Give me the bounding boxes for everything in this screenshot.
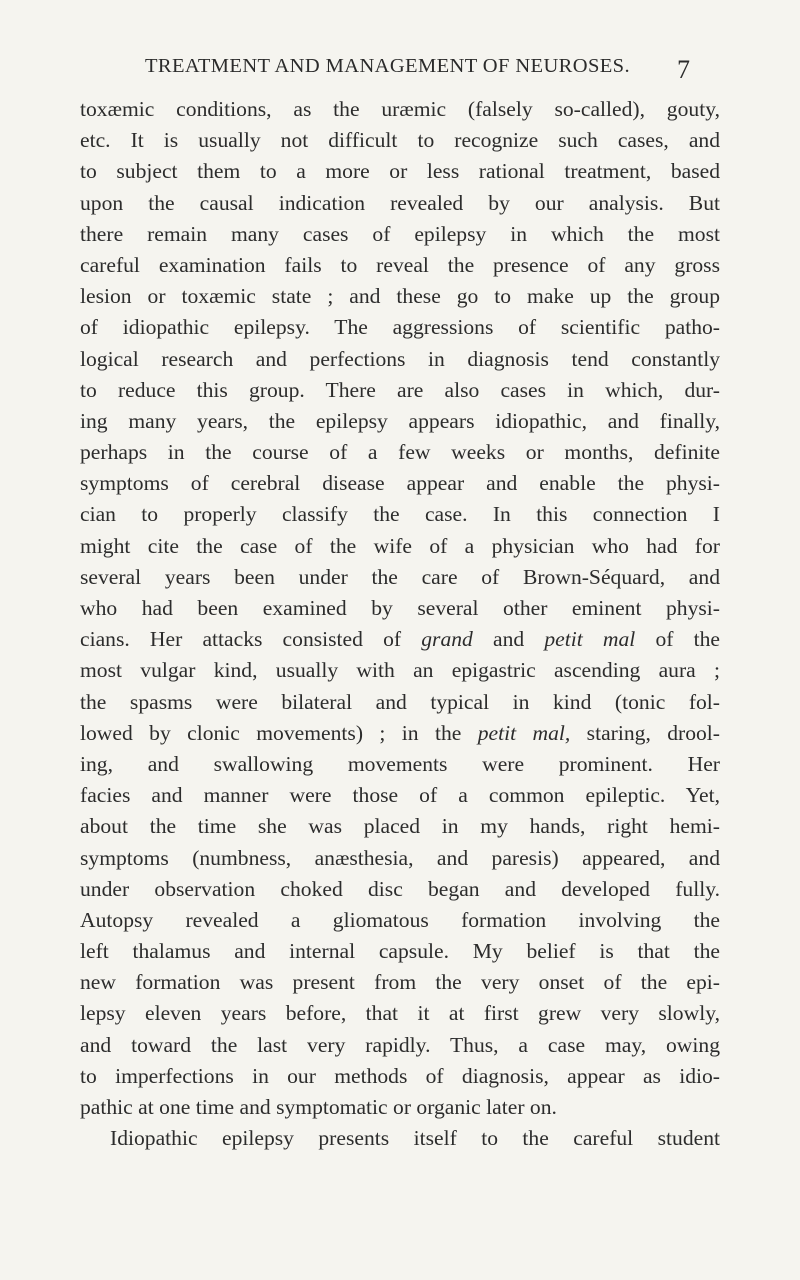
text-line: Autopsy revealed a gliomatous formation involving the [80,907,720,932]
text-line: might cite the case of the wife of a physician who had for [80,533,720,558]
text-line: most vulgar kind, usually with an epigastric ascending aura ; [80,658,720,683]
text-line: under observation choked disc began and developed fully. [80,876,720,901]
text-line: ing many years, the epilepsy appears idiopathic, and finally, [80,408,720,433]
italic-term: grand [421,627,473,652]
text-line: ing, and swallowing movements were prominent. Her [80,751,720,776]
italic-term: petit mal, [477,720,571,745]
text-line: of idiopathic epilepsy. The aggressions of scientific patho- [80,315,720,340]
text-line: the spasms were bilateral and typical in kind (tonic fol- [80,689,720,714]
text-line: there remain many cases of epilepsy in which the most [80,221,720,246]
page-number: 7 [677,55,690,84]
text-line: etc. It is usually not difficult to recognize such cases, and [80,128,720,153]
text-line: who had been examined by several other eminent physi- [80,596,720,620]
text-line: toxæmic conditions, as the uræmic (falsely so-called), gouty, [80,97,720,121]
text-line: logical research and perfections in diagnosis tend constantly [80,346,720,371]
text-line: lepsy eleven years before, that it at first grew very slowly, [80,1001,720,1026]
text-line: Idiopathic epilepsy presents itself to the careful student [110,1126,720,1151]
italic-term: petit mal [544,627,636,652]
running-head [0,55,800,85]
text-line: symptoms of cerebral disease appear and enable the physi- [80,471,720,496]
text-line: symptoms (numbness, anæsthesia, and paresis) appeared, and [80,845,720,870]
text-line: several years been under the care of Brown-Séquard, and [80,564,720,589]
text-line: cian to properly classify the case. In this connection I [80,502,720,527]
text-line: pathic at one time and symptomatic or organic later on. [80,1095,557,1119]
text-segment: of the [655,627,721,652]
body-text [80,94,720,1154]
text-line-mixed [80,718,720,749]
text-line: perhaps in the course of a few weeks or months, definite [80,440,720,465]
text-line: lesion or toxæmic state ; and these go to make up the group [80,284,720,309]
text-line: about the time she was placed in my hands, right hemi- [80,814,720,839]
text-segment: lowed by clonic movements) ; in the [80,720,462,745]
text-line-mixed [80,624,720,655]
text-line: to reduce this group. There are also cases in which, dur- [80,377,720,402]
text-line: left thalamus and internal capsule. My belief is that the [80,939,720,964]
text-segment: staring, drool- [586,720,720,745]
text-line: new formation was present from the very onset of the epi- [80,970,720,995]
text-segment: and [493,627,525,652]
text-line: and toward the last very rapidly. Thus, a case may, owing [80,1032,720,1057]
text-line: upon the causal indication revealed by our analysis. But [80,190,720,215]
text-line: facies and manner were those of a common epileptic. Yet, [80,783,720,808]
running-title: TREATMENT AND MANAGEMENT OF NEUROSES. [145,55,630,77]
text-segment: cians. Her attacks consisted of [80,627,402,652]
text-line: careful examination fails to reveal the presence of any gross [80,252,720,277]
text-line: to subject them to a more or less rational treatment, based [80,159,720,184]
text-line: to imperfections in our methods of diagnosis, appear as idio- [80,1063,720,1088]
